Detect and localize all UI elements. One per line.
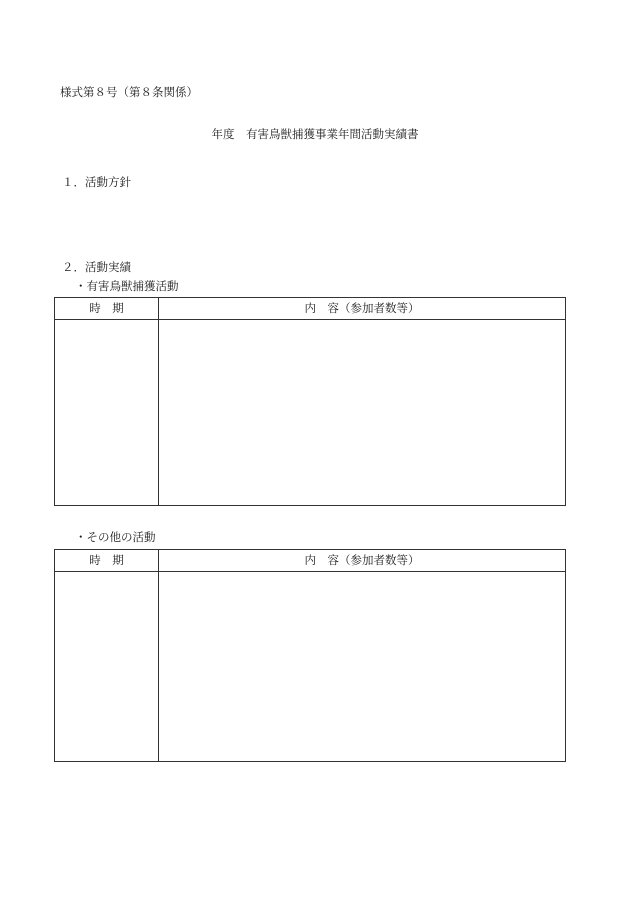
header-content: 内 容（参加者数等） bbox=[159, 298, 566, 320]
content-cell[interactable] bbox=[159, 320, 566, 506]
header-period: 時 期 bbox=[55, 550, 159, 572]
table-row bbox=[55, 320, 566, 506]
table-header-row bbox=[55, 298, 566, 320]
section-activity-results-heading: ２．活動実績 bbox=[62, 260, 131, 274]
content-cell[interactable] bbox=[159, 572, 566, 762]
section-activity-policy-heading: １．活動方針 bbox=[62, 175, 131, 189]
header-period: 時 期 bbox=[55, 298, 159, 320]
header-content: 内 容（参加者数等） bbox=[159, 550, 566, 572]
table-row bbox=[55, 572, 566, 762]
period-cell[interactable] bbox=[55, 572, 159, 762]
subsection-other-activities: ・その他の活動 bbox=[75, 530, 156, 544]
table-header-row bbox=[55, 550, 566, 572]
document-title: 年度 有害鳥獣捕獲事業年間活動実績書 bbox=[211, 127, 419, 141]
form-number: 様式第８号（第８条関係） bbox=[60, 85, 198, 99]
subsection-harmful-wildlife-capture: ・有害鳥獣捕獲活動 bbox=[75, 279, 179, 293]
harmful-wildlife-capture-table bbox=[54, 297, 566, 506]
other-activities-table bbox=[54, 549, 566, 762]
period-cell[interactable] bbox=[55, 320, 159, 506]
